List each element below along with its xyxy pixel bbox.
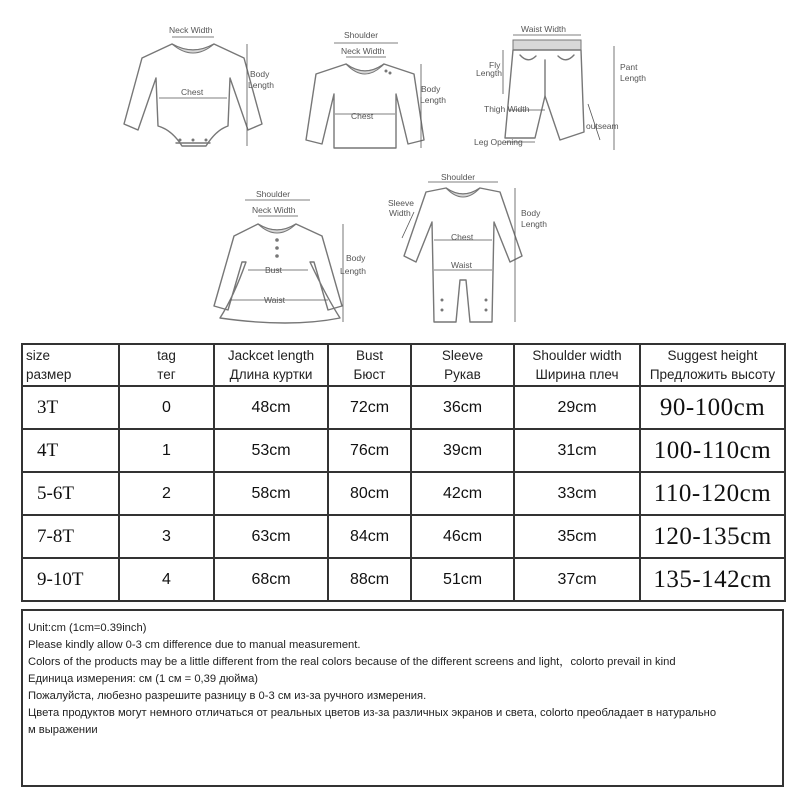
jacket-length-cell: 53cm — [214, 429, 328, 472]
pants-thigh-width-label: Thigh Width — [484, 104, 530, 114]
jacket-length-cell: 68cm — [214, 558, 328, 601]
tag-cell: 3 — [119, 515, 214, 558]
suggest-height-cell: 100-110cm — [640, 429, 785, 472]
sleeve-cell: 46cm — [411, 515, 514, 558]
romper-width-label: Width — [389, 208, 411, 218]
bodysuit-diagram — [124, 25, 274, 146]
pants-outseam-label: outseam — [586, 121, 619, 131]
sleeve-cell: 42cm — [411, 472, 514, 515]
header-bust: Bust Бюст — [328, 344, 411, 386]
header-tag: tag тег — [119, 344, 214, 386]
size-cell: 4T — [22, 429, 119, 472]
pants-pant-length-label: Length — [620, 73, 646, 83]
dress-length-label: Length — [340, 266, 366, 276]
note-colors-ru: Цвета продуктов могут немного отличаться от реальных цветов из-за различных экранов и света, colorto преобладает в натурально — [28, 707, 717, 719]
header-jacket-length: Jackcet length Длина куртки — [214, 344, 328, 386]
size-cell: 5-6T — [22, 472, 119, 515]
shirt-body-label: Body — [421, 84, 441, 94]
suggest-height-cell: 110-120cm — [640, 472, 785, 515]
dress-waist-label: Waist — [264, 295, 285, 305]
table-row — [22, 429, 785, 472]
romper-waist-label: Waist — [451, 260, 472, 270]
suggest-height-cell: 90-100cm — [640, 386, 785, 429]
shoulder-width-cell: 31cm — [514, 429, 640, 472]
dress-diagram — [214, 189, 366, 323]
shoulder-width-cell: 35cm — [514, 515, 640, 558]
bodysuit-length-label: Length — [248, 80, 274, 90]
table-row — [22, 558, 785, 601]
tag-cell: 2 — [119, 472, 214, 515]
note-difference-ru: Пожалуйста, любезно разрешите разницу в 0-3 см из-за ручного измерения. — [28, 690, 427, 702]
note-colors-en: Colors of the products may be a little different from the real colors because of the different screens and light，colorto prevail in kind — [28, 656, 676, 668]
romper-shoulder-label: Shoulder — [441, 172, 476, 182]
pants-fly-label: Fly — [489, 60, 501, 70]
pants-diagram — [474, 24, 646, 150]
table-row — [22, 472, 785, 515]
romper-chest-label: Chest — [451, 232, 474, 242]
table-header-row — [22, 344, 785, 386]
jacket-length-cell: 48cm — [214, 386, 328, 429]
size-cell: 3T — [22, 386, 119, 429]
garment-measurement-diagrams — [0, 0, 800, 340]
pants-fly-length-label: Length — [476, 68, 502, 78]
romper-diagram — [388, 172, 547, 322]
size-chart-table — [21, 343, 786, 602]
sleeve-cell: 51cm — [411, 558, 514, 601]
suggest-height-cell: 120-135cm — [640, 515, 785, 558]
romper-body-label: Body — [521, 208, 541, 218]
dress-body-label: Body — [346, 253, 366, 263]
tag-cell: 4 — [119, 558, 214, 601]
bodysuit-neck-width-label: Neck Width — [169, 25, 213, 35]
jacket-length-cell: 63cm — [214, 515, 328, 558]
bust-cell: 76cm — [328, 429, 411, 472]
bust-cell: 72cm — [328, 386, 411, 429]
shirt-diagram — [306, 30, 446, 148]
shoulder-width-cell: 33cm — [514, 472, 640, 515]
jacket-length-cell: 58cm — [214, 472, 328, 515]
bust-cell: 80cm — [328, 472, 411, 515]
sleeve-cell: 39cm — [411, 429, 514, 472]
shoulder-width-cell: 37cm — [514, 558, 640, 601]
note-unit-ru: Единица измерения: см (1 см = 0,39 дюйма) — [28, 673, 259, 685]
shirt-length-label: Length — [420, 95, 446, 105]
dress-neck-width-label: Neck Width — [252, 205, 296, 215]
suggest-height-cell: 135-142cm — [640, 558, 785, 601]
tag-cell: 0 — [119, 386, 214, 429]
size-cell: 7-8T — [22, 515, 119, 558]
table-row — [22, 386, 785, 429]
bodysuit-body-label: Body — [250, 69, 270, 79]
pants-leg-opening-label: Leg Opening — [474, 137, 523, 147]
shirt-neck-width-label: Neck Width — [341, 46, 385, 56]
bust-cell: 84cm — [328, 515, 411, 558]
pants-pant-label: Pant — [620, 62, 638, 72]
dress-shoulder-label: Shoulder — [256, 189, 291, 199]
dress-bust-label: Bust — [265, 265, 283, 275]
romper-sleeve-label: Sleeve — [388, 198, 414, 208]
table-row — [22, 515, 785, 558]
note-unit-en: Unit:cm (1cm=0.39inch) — [28, 622, 147, 634]
note-colors-ru-cont: м выражении — [28, 724, 98, 736]
shoulder-width-cell: 29cm — [514, 386, 640, 429]
shirt-chest-label: Chest — [351, 111, 374, 121]
size-cell: 9-10T — [22, 558, 119, 601]
header-sleeve: Sleeve Рукав — [411, 344, 514, 386]
bust-cell: 88cm — [328, 558, 411, 601]
header-size: size размер — [22, 344, 119, 386]
header-shoulder-width: Shoulder width Ширина плеч — [514, 344, 640, 386]
romper-length-label: Length — [521, 219, 547, 229]
sleeve-cell: 36cm — [411, 386, 514, 429]
tag-cell: 1 — [119, 429, 214, 472]
shirt-shoulder-label: Shoulder — [344, 30, 379, 40]
measurement-notes — [21, 609, 784, 787]
pants-waist-width-label: Waist Width — [521, 24, 567, 34]
bodysuit-chest-label: Chest — [181, 87, 204, 97]
header-suggest-height: Suggest height Предложить высоту — [640, 344, 785, 386]
note-difference-en: Please kindly allow 0-3 cm difference due to manual measurement. — [28, 639, 361, 651]
